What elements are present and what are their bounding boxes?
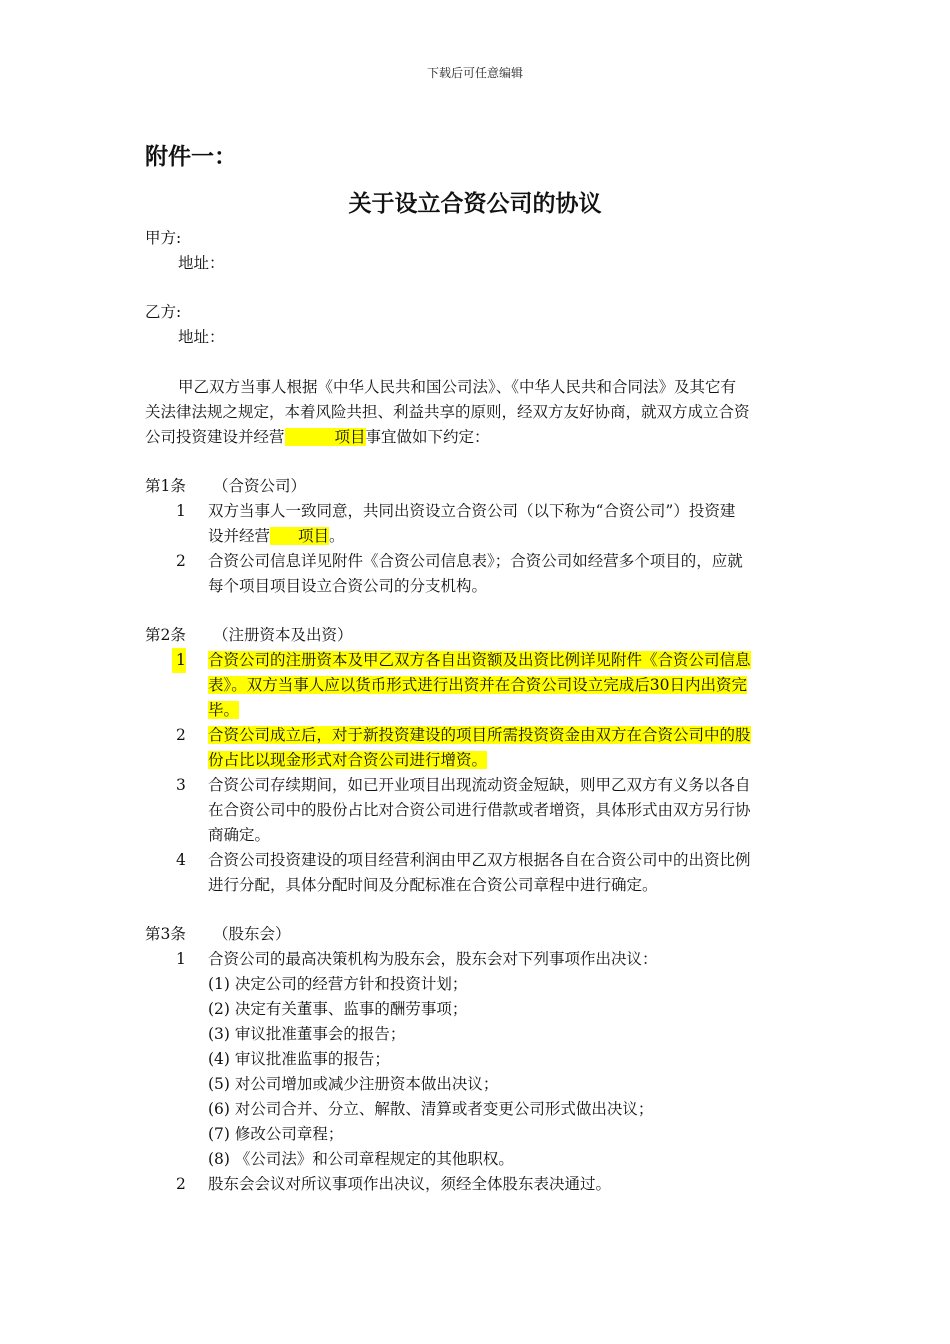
- article-1-item-1-line-2: 设并经营 项目。: [208, 527, 345, 545]
- article-1-item-2-line-1: 合资公司信息详见附件《合资公司信息表》；合资公司如经营多个项目的，应就: [208, 552, 743, 570]
- preamble-text-a: 公司投资建设并经营: [145, 428, 285, 446]
- article-3-sub-item-5: (5) 对公司增加或减少注册资本做出决议；: [208, 1075, 499, 1093]
- article-3-sub-item-2: (2) 决定有关董事、监事的酬劳事项；: [208, 1000, 468, 1018]
- party-a-label: 甲方:: [145, 229, 182, 247]
- article-3-item-2-number: 2: [176, 1175, 186, 1193]
- party-b-label: 乙方:: [145, 303, 182, 321]
- article-3-sub-item-4: (4) 审议批准监事的报告；: [208, 1050, 390, 1068]
- article-2-item-4-line-1: 合资公司投资建设的项目经营利润由甲乙双方根据各自在合资公司中的出资比例: [208, 851, 751, 869]
- article-2-item-3-number: 3: [176, 776, 186, 794]
- article-1-item-1-line-1: 双方当事人一致同意，共同出资设立合资公司（以下称为“合资公司”）投资建: [208, 502, 736, 520]
- preamble-line-3: [145, 425, 490, 450]
- article-1-title: （合资公司）: [213, 477, 307, 495]
- article-3-item-2-line-1: 股东会会议对所议事项作出决议，须经全体股东表决通过。: [208, 1175, 612, 1193]
- article-1-item-2-number: 2: [176, 552, 186, 570]
- article-1-number: 第1条: [145, 477, 186, 495]
- article-2-item-2-line-1: 合资公司成立后，对于新投资建设的项目所需投资资金由双方在合资公司中的股: [208, 726, 751, 744]
- article-2-item-4-number: 4: [176, 851, 186, 869]
- party-b-address: 地址：: [178, 328, 225, 346]
- article-3-sub-item-8: (8) 《公司法》和公司章程规定的其他职权。: [208, 1150, 514, 1168]
- article-1-item-1-number: 1: [176, 502, 186, 520]
- article-3-sub-item-1: (1) 决定公司的经营方针和投资计划；: [208, 975, 468, 993]
- project-placeholder-highlight: 项目: [270, 527, 329, 545]
- article-3-sub-item-3: (3) 审议批准董事会的报告；: [208, 1025, 406, 1043]
- article-2-item-1-line-1: 合资公司的注册资本及甲乙双方各自出资额及出资比例详见附件《合资公司信息: [208, 651, 751, 669]
- article-3-number: 第3条: [145, 925, 186, 943]
- article-2-title: （注册资本及出资）: [213, 626, 353, 644]
- preamble-line-1: 甲乙双方当事人根据《中华人民共和国公司法》、《中华人民共和合同法》及其它有: [178, 378, 737, 396]
- article-3-item-1-number: 1: [176, 950, 186, 968]
- article-2-item-2-line-2: 份占比以现金形式对合资公司进行增资。: [208, 751, 488, 769]
- page-header-note: 下载后可任意编辑: [426, 66, 523, 80]
- preamble-line-2: 关法律法规之规定，本着风险共担、利益共享的原则，经双方友好协商，就双方成立合资: [145, 403, 750, 421]
- article-2-item-3-line-1: 合资公司存续期间，如已开业项目出现流动资金短缺，则甲乙双方有义务以各自: [208, 776, 751, 794]
- article-3-item-1-line-1: 合资公司的最高决策机构为股东会，股东会对下列事项作出决议：: [208, 950, 658, 968]
- article-3-title: （股东会）: [213, 925, 291, 943]
- article-2-item-2-number: 2: [176, 726, 186, 744]
- article-2-number: 第2条: [145, 626, 186, 644]
- article-3-sub-item-6: (6) 对公司合并、分立、解散、清算或者变更公司形式做出决议；: [208, 1100, 654, 1118]
- article-1-item-2-line-2: 每个项目项目设立合资公司的分支机构。: [208, 577, 488, 595]
- article-2-item-4-line-2: 进行分配，具体分配时间及分配标准在合资公司章程中进行确定。: [208, 876, 658, 894]
- project-placeholder-highlight: 项目: [285, 428, 366, 446]
- attachment-label: 附件一：: [145, 144, 237, 170]
- article-2-item-1-line-3: 毕。: [208, 701, 240, 719]
- preamble-text-b: 事宜做如下约定：: [365, 428, 490, 446]
- party-a-address: 地址：: [178, 254, 225, 272]
- article-2-item-1-number: 1: [172, 648, 186, 673]
- article-2-item-3-line-2: 在合资公司中的股份占比对合资公司进行借款或者增资，具体形式由双方另行协: [208, 801, 751, 819]
- article-3-sub-item-7: (7) 修改公司章程；: [208, 1125, 344, 1143]
- document-title: 关于设立合资公司的协议: [348, 191, 602, 217]
- article-2-item-3-line-3: 商确定。: [208, 826, 271, 844]
- article-2-item-1-line-2: 表》。双方当事人应以货币形式进行出资并在合资公司设立完成后30日内出资完: [208, 676, 747, 694]
